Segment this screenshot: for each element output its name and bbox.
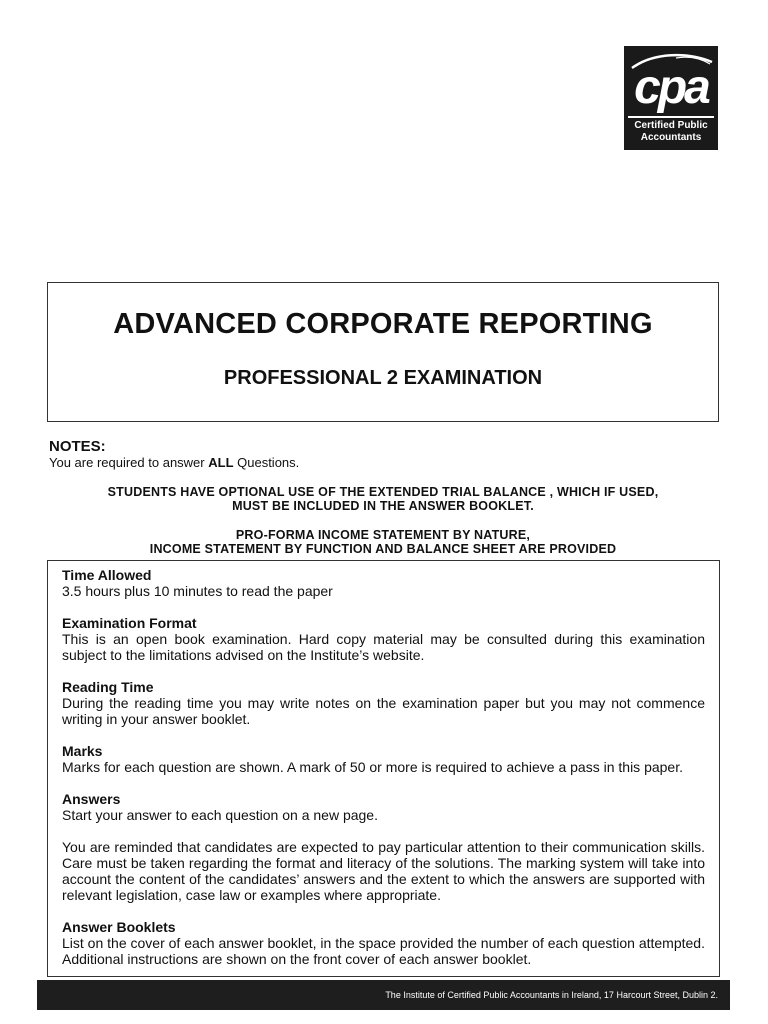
- exam-info-box: [47, 560, 720, 977]
- answers-section: [62, 791, 705, 823]
- marks-heading: Marks: [62, 743, 103, 759]
- notes-heading: NOTES:: [49, 438, 106, 455]
- marks-section: [62, 743, 705, 775]
- proforma-line1: PRO-FORMA INCOME STATEMENT BY NATURE,: [235, 528, 531, 542]
- trial-balance-line2: MUST BE INCLUDED IN THE ANSWER BOOKLET.: [232, 499, 534, 513]
- proforma-note: [47, 528, 719, 556]
- logo-tagline: [624, 120, 718, 144]
- footer-address: The Institute of Certified Public Accountants in Ireland, 17 Harcourt Street, Dublin 2.: [385, 990, 718, 1000]
- notes-instruction-suffix: Questions.: [233, 455, 300, 470]
- logo-wordmark: cpa: [634, 61, 708, 114]
- page-title: ADVANCED CORPORATE REPORTING: [113, 308, 653, 340]
- notes-instruction-emphasis: ALL: [208, 455, 234, 470]
- exam-format-section: [62, 615, 705, 663]
- communication-text: You are reminded that candidates are expected to pay particular attention to their communication skills. Care must be taken regarding the format and literacy of the solutions. The marking system will take into account the content of the candidates’ answers and the extent to which the answers are supported with relevant legislation, case law or examples where appropriate.: [62, 839, 705, 903]
- answers-text: Start your answer to each question on a new page.: [62, 807, 378, 823]
- trial-balance-note: [47, 485, 719, 513]
- cpa-logo: [624, 46, 718, 150]
- answer-booklets-section: [62, 919, 705, 967]
- reading-time-section: [62, 679, 705, 727]
- time-allowed-heading: Time Allowed: [62, 567, 152, 583]
- answer-booklets-heading: Answer Booklets: [62, 919, 176, 935]
- title-box: [47, 282, 719, 422]
- marks-text: Marks for each question are shown. A mark of 50 or more is required to achieve a pass in this paper.: [62, 759, 683, 775]
- answer-booklets-text: List on the cover of each answer booklet, in the space provided the number of each question attempted. Additional instructions are shown on the front cover of each answer booklet.: [62, 935, 705, 967]
- time-allowed-text: 3.5 hours plus 10 minutes to read the paper: [62, 583, 333, 599]
- logo-divider: [628, 116, 714, 118]
- reading-time-text: During the reading time you may write notes on the examination paper but you may not commence writing in your answer booklet.: [62, 695, 705, 727]
- logo-tagline-line1: Certified Public: [634, 120, 708, 131]
- proforma-line2: INCOME STATEMENT BY FUNCTION AND BALANCE SHEET ARE PROVIDED: [149, 542, 617, 556]
- page-subtitle: PROFESSIONAL 2 EXAMINATION: [223, 367, 543, 389]
- notes-instruction-prefix: You are required to answer: [49, 455, 209, 470]
- answers-heading: Answers: [62, 791, 121, 807]
- logo-tagline-line2: Accountants: [640, 132, 702, 143]
- time-allowed-section: [62, 567, 705, 599]
- exam-format-text: This is an open book examination. Hard copy material may be consulted during this examination subject to the limitations advised on the Institute’s website.: [62, 631, 705, 663]
- notes-instruction: [49, 455, 299, 470]
- footer-bar: [37, 980, 730, 1010]
- communication-section: [62, 839, 705, 903]
- trial-balance-line1: STUDENTS HAVE OPTIONAL USE OF THE EXTENDED TRIAL BALANCE , WHICH IF USED,: [107, 485, 659, 499]
- exam-format-heading: Examination Format: [62, 615, 197, 631]
- reading-time-heading: Reading Time: [62, 679, 154, 695]
